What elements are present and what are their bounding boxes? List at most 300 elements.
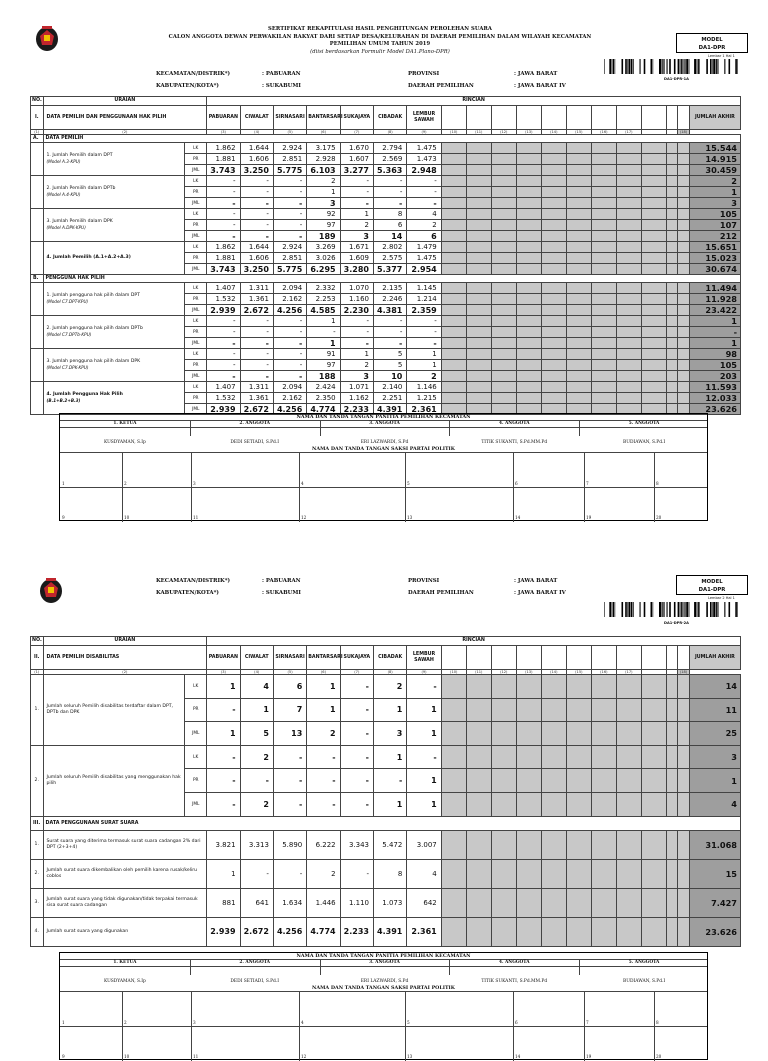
row-description: 4. Jumlah Pengguna Hak Pilih (B.1+B.2+B.3) [43,382,185,415]
village-value: 6.103 [307,165,340,176]
empty-cell [641,371,666,382]
divider [405,991,406,1061]
village-value: 1.407 [207,382,240,393]
gender-label: PR [185,154,207,165]
total-value: 23.422 [689,305,740,316]
village-value: - [373,338,406,349]
empty-cell [466,231,491,242]
village-value: 2.359 [407,305,441,316]
village-value: 5 [240,722,273,746]
empty-cell [591,360,616,371]
empty-cell [616,316,641,327]
village-value: 3.821 [207,830,240,859]
village-value: 6 [273,675,306,699]
empty-cell [666,745,677,769]
empty-cell [566,198,591,209]
empty-cell [491,209,516,220]
empty-cell [591,769,616,793]
section-title: DATA PEMILIH DAN PENGGUNAAN HAK PILIH [43,106,207,130]
saksi-number: 8 [656,481,659,486]
total-value: 11.494 [689,283,740,294]
saksi-number: 19 [586,1054,592,1059]
village-value: - [373,769,406,793]
member-name: TITIK SUKANTI, S.Pd.MM.Pd [481,979,548,984]
village-value: - [340,675,373,699]
row-no: 1. [31,830,44,859]
village-value: - [240,327,273,338]
empty-cell [466,305,491,316]
village-value: 3.026 [307,253,340,264]
total-value: 7.427 [689,888,740,917]
village-value: 2.162 [273,294,306,305]
empty-cell [566,264,591,275]
section-no: I. [31,106,44,130]
model-box: MODEL DA1-DPR [676,575,748,595]
village-value: - [207,176,240,187]
empty-cell [678,187,689,198]
village-value: 2 [407,220,441,231]
empty-cell [491,698,516,722]
total-value: 107 [689,220,740,231]
empty-cell [466,917,491,946]
village-value: 10 [373,371,406,382]
gender-label: LK [185,349,207,360]
empty-cell [541,264,566,275]
member-name: TITIK SUKANTI, S.Pd.MM.Pd [481,440,548,445]
empty-cell [566,316,591,327]
empty-cell [591,859,616,888]
empty-cell [666,769,677,793]
village-value: 1 [340,349,373,360]
empty-cell [566,220,591,231]
village-value: 1.473 [407,154,441,165]
empty-cell [666,698,677,722]
saksi-number: 9 [62,515,65,520]
gender-label: PR [185,360,207,371]
saksi-number: 5 [407,1020,410,1025]
empty-cell [666,253,677,264]
empty-cell [666,176,677,187]
village-value: 3 [340,231,373,242]
empty-cell [516,722,541,746]
form-page-1 [0,0,768,528]
village-value: - [340,859,373,888]
row-description: 4. Jumlah Pemilih (A.1+A.2+A.3) [43,242,185,275]
village-value: 2.135 [373,283,406,294]
empty-cell [666,220,677,231]
total-value: 15.651 [689,242,740,253]
empty-cell [466,792,491,816]
col-index: (5) [273,130,306,135]
divider [513,452,514,522]
saksi-number: 12 [301,515,307,520]
kpu-logo-icon [34,24,60,52]
empty-cell [466,349,491,360]
empty-cell [441,294,466,305]
total-value: 4 [689,792,740,816]
empty-cell [566,382,591,393]
empty-cell [566,859,591,888]
empty-cell [566,393,591,404]
empty-cell [516,338,541,349]
village-value: - [273,338,306,349]
empty-cell [666,360,677,371]
village-value: - [207,698,240,722]
village-value: 1 [407,698,441,722]
barcode-icon [604,59,744,74]
empty-cell [641,917,666,946]
village-value: 1.479 [407,242,441,253]
saksi-number: 1 [62,1020,65,1025]
village-value: - [340,176,373,187]
empty-cell [666,327,677,338]
col-index: (13) [516,670,541,675]
village-value: 6 [407,231,441,242]
saksi-number: 7 [586,481,589,486]
village-value: 1 [307,338,340,349]
divider [60,1026,707,1027]
row-description: 2. Jumlah Pemilih dalam DPTb (Model A.4-KPU) [43,176,185,209]
empty-header [491,646,516,670]
total-value: 11 [689,698,740,722]
empty-cell [541,371,566,382]
empty-cell [678,316,689,327]
saksi-number: 10 [124,1054,130,1059]
category-title: DATA PEMILIH [43,135,741,143]
empty-header [541,106,566,130]
section-no: II. [31,646,44,670]
village-value: 1 [307,316,340,327]
village-value: - [307,327,340,338]
village-value: - [307,745,340,769]
empty-cell [666,264,677,275]
village-value: 2 [240,792,273,816]
empty-cell [641,209,666,220]
empty-cell [441,143,466,154]
row-no [31,176,44,209]
row-no [31,316,44,349]
village-value: - [407,198,441,209]
saksi-number: 13 [407,1054,413,1059]
empty-cell [466,769,491,793]
empty-cell [516,698,541,722]
empty-cell [566,792,591,816]
total-value: 3 [689,745,740,769]
empty-cell [591,242,616,253]
empty-cell [678,393,689,404]
empty-cell [491,888,516,917]
empty-cell [466,393,491,404]
empty-cell [641,859,666,888]
category-title: PENGGUNA HAK PILIH [43,275,741,283]
col-index: (9) [407,670,441,675]
empty-cell [491,393,516,404]
saksi-number: 2 [124,1020,127,1025]
empty-cell [641,176,666,187]
empty-cell [591,209,616,220]
total-value: 2 [689,176,740,187]
divider [60,487,707,488]
divider [584,991,585,1061]
col-index: (4) [240,670,273,675]
row-description: 1. Jumlah pengguna hak pilih dalam DPT (Model C7.DPT-KPU) [43,283,185,316]
village-value: 2 [307,722,340,746]
saksi-title: NAMA DAN TANDA TANGAN SAKSI PARTAI POLITIK [312,985,455,991]
empty-cell [591,722,616,746]
category-no: III. [31,816,44,830]
voter-data-table [30,96,741,415]
row-no [31,209,44,242]
gender-label: PR [185,253,207,264]
empty-cell [466,830,491,859]
village-value: - [340,338,373,349]
table-row [31,675,741,699]
saksi-number: 6 [515,481,518,486]
empty-cell [591,305,616,316]
empty-cell [466,264,491,275]
empty-cell [491,305,516,316]
village-value: - [240,360,273,371]
empty-cell [516,154,541,165]
village-value: 1.607 [340,154,373,165]
gender-label: PR [185,220,207,231]
gender-label: JML [185,792,207,816]
empty-cell [566,338,591,349]
col-index: (10) [441,130,466,135]
village-value: 2.332 [307,283,340,294]
empty-header [441,646,466,670]
village-value: - [340,722,373,746]
village-value: - [340,187,373,198]
empty-cell [666,154,677,165]
empty-cell [566,176,591,187]
village-value: 641 [240,888,273,917]
total-value: 1 [689,187,740,198]
saksi-number: 13 [407,515,413,520]
village-value: 2.094 [273,283,306,294]
village-value: 2.233 [340,404,373,415]
village-value: 3.250 [240,264,273,275]
empty-cell [441,769,466,793]
empty-cell [541,253,566,264]
table-row [31,283,741,294]
member-role: 3. ANGGOTA [369,960,400,965]
village-value: - [407,327,441,338]
gender-label: JML [185,722,207,746]
saksi-number: 2 [124,481,127,486]
total-value: 11.593 [689,382,740,393]
col-index: (2) [43,130,207,135]
divider [60,452,707,453]
total-value: 15 [689,859,740,888]
village-value: 1.606 [240,154,273,165]
empty-cell [678,327,689,338]
total-value: 14 [689,675,740,699]
village-value: 1 [373,698,406,722]
empty-cell [591,283,616,294]
divider [60,966,707,967]
gender-label: PR [185,698,207,722]
region-info-right: PROVINSI : JAWA BARAT DAERAH PEMILIHAN : JAWA BARAT IV [408,578,566,596]
village-value: - [240,338,273,349]
total-value: 1 [689,769,740,793]
empty-cell [516,917,541,946]
empty-cell [641,253,666,264]
empty-cell [441,917,466,946]
village-value: 4.585 [307,305,340,316]
village-value: 4 [407,859,441,888]
empty-cell [466,327,491,338]
village-value: - [340,769,373,793]
empty-cell [541,209,566,220]
village-header: CIBADAK [373,646,406,670]
empty-cell [591,253,616,264]
empty-cell [666,198,677,209]
village-value: 4.381 [373,305,406,316]
empty-cell [591,316,616,327]
village-value: - [240,176,273,187]
gender-label: JML [185,404,207,415]
divider [191,991,192,1061]
empty-cell [616,327,641,338]
saksi-number: 12 [301,1054,307,1059]
empty-cell [466,242,491,253]
village-header: CIWALAT [240,646,273,670]
village-value: 3.743 [207,165,240,176]
col-no: NO. [31,637,44,646]
village-header: LEMBUR SAWAH [407,646,441,670]
total-value: 98 [689,349,740,360]
village-header-row [31,646,741,670]
sheet-number: Lembar 1 Hal 1 [708,54,735,58]
empty-cell [678,154,689,165]
village-value: 3 [373,722,406,746]
village-header: CIWALAT [240,106,273,130]
empty-cell [441,338,466,349]
col-index: (10) [441,670,466,675]
empty-cell [641,722,666,746]
col-no: NO. [31,97,44,106]
saksi-number: 5 [407,481,410,486]
village-value: 2 [307,176,340,187]
village-value: 3.007 [407,830,441,859]
village-value: 4.391 [373,917,406,946]
panitia-title: NAMA DAN TANDA TANGAN PANITIA PEMILIHAN KECAMATAN [296,414,471,420]
saksi-number: 9 [62,1054,65,1059]
col-index: (12) [491,130,516,135]
empty-cell [516,769,541,793]
village-value: - [273,349,306,360]
empty-cell [591,830,616,859]
village-value: 3.250 [240,165,273,176]
empty-cell [441,792,466,816]
empty-cell [516,382,541,393]
empty-cell [678,294,689,305]
village-value: 1.446 [307,888,340,917]
village-header: SUKAJAYA [340,646,373,670]
village-value: - [373,198,406,209]
village-value: 2.140 [373,382,406,393]
table-row [31,745,741,769]
empty-cell [616,187,641,198]
empty-cell [616,338,641,349]
village-value: - [273,231,306,242]
village-value: 6.295 [307,264,340,275]
empty-cell [491,327,516,338]
village-value: 4.256 [273,917,306,946]
empty-cell [491,382,516,393]
village-value: 3.280 [340,264,373,275]
empty-cell [491,154,516,165]
empty-cell [491,830,516,859]
village-value: 1 [207,675,240,699]
divider [60,427,707,428]
saksi-title: NAMA DAN TANDA TANGAN SAKSI PARTAI POLITIK [312,446,455,452]
empty-cell [566,745,591,769]
total-value: 15.544 [689,143,740,154]
village-value: - [207,745,240,769]
total-value: 1 [689,316,740,327]
empty-cell [541,393,566,404]
divider [190,959,191,975]
village-value: 188 [307,371,340,382]
village-value: - [273,327,306,338]
divider [584,452,585,522]
table-row [31,242,741,253]
table-row [31,316,741,327]
empty-cell [516,231,541,242]
village-value: - [240,371,273,382]
empty-cell [666,165,677,176]
gender-label: LK [185,143,207,154]
divider [449,959,450,975]
total-value: 30.459 [689,165,740,176]
saksi-number: 6 [515,1020,518,1025]
empty-cell [541,305,566,316]
empty-cell [566,698,591,722]
empty-cell [591,165,616,176]
empty-cell [516,209,541,220]
village-value: 1 [407,792,441,816]
village-value: 3 [340,371,373,382]
empty-cell [566,253,591,264]
village-value: 1.609 [340,253,373,264]
empty-cell [641,382,666,393]
empty-cell [516,283,541,294]
gender-label: JML [185,231,207,242]
empty-cell [616,382,641,393]
gender-label: LK [185,209,207,220]
village-value: 1.862 [207,242,240,253]
village-value: - [273,371,306,382]
village-header: PABUARAN [207,646,240,670]
saksi-number: 4 [301,1020,304,1025]
village-value: 97 [307,220,340,231]
total-value: 3 [689,198,740,209]
village-value: 2 [340,220,373,231]
empty-cell [666,242,677,253]
empty-cell [566,187,591,198]
empty-cell [441,154,466,165]
empty-cell [541,283,566,294]
empty-cell [441,165,466,176]
village-value: 1.407 [207,283,240,294]
table-row [31,917,741,946]
empty-cell [616,830,641,859]
empty-cell [441,675,466,699]
empty-cell [516,187,541,198]
empty-cell [616,917,641,946]
